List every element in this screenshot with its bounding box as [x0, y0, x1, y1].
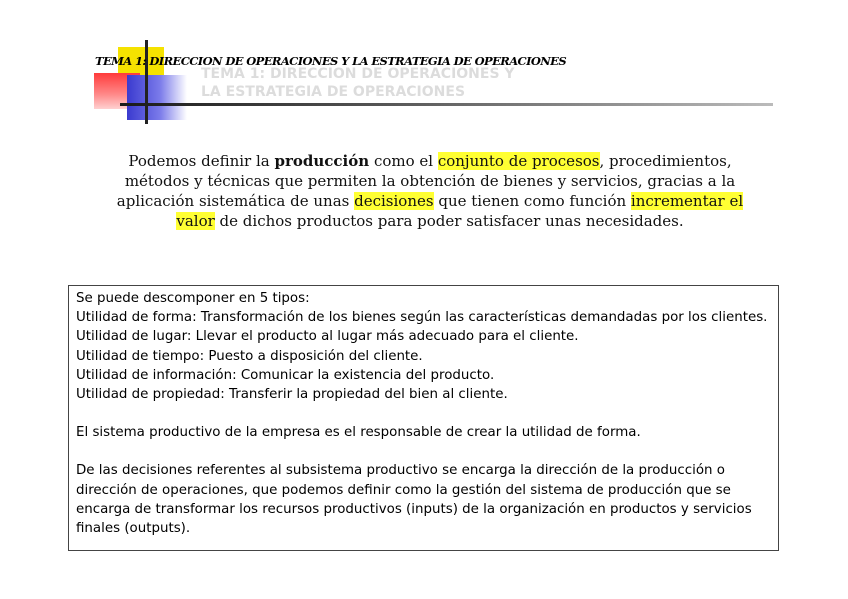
logo-vertical-line — [145, 40, 148, 124]
paragraph-sistema-productivo: El sistema productivo de la empresa es el responsable de crear la utilidad de forma. — [76, 425, 641, 441]
highlight-incrementar: incrementar el valor — [176, 192, 744, 230]
type-item-propiedad: Utilidad de propiedad: Transferir la propiedad del bien al cliente. — [76, 387, 508, 403]
intro-bold-term: producción — [274, 152, 370, 170]
spacer — [76, 404, 772, 423]
box-intro-line: Se puede descomponer en 5 tipos: — [76, 291, 310, 306]
paragraph-decisiones: De las decisiones referentes al subsistema productivo se encarga la dirección de la producción o dirección de operaciones, que podemos definir como la gestión del sistema de producción que se encarga de transformar los recursos productivos (inputs) de la organización en productos y servicios finales (outputs). — [76, 463, 752, 537]
intro-text-3: , procedimientos, métodos y técnicas que permiten la obtención de bienes y servicios, gracias a la aplicación sistemática de unas — [116, 152, 736, 210]
intro-paragraph — [110, 151, 750, 231]
spacer — [76, 442, 772, 461]
intro-text-1: Podemos definir la — [128, 152, 275, 170]
highlight-conjunto: conjunto de procesos — [437, 152, 600, 170]
content-box-text — [69, 286, 778, 538]
intro-text-4: que tienen como función — [433, 192, 631, 210]
type-item-lugar: Utilidad de lugar: Llevar el producto al lugar más adecuado para el cliente. — [76, 329, 579, 345]
header-underline — [120, 103, 773, 106]
ghost-title-line-1: TEMA 1: DIRECCION DE OPERACIONES Y — [201, 66, 515, 82]
type-item-forma: Utilidad de forma: Transformación de los bienes según las características demandadas por los clientes. — [76, 310, 768, 326]
highlight-decisiones: decisiones — [354, 192, 434, 210]
content-box — [68, 285, 779, 551]
ghost-title-line-2: LA ESTRATEGIA DE OPERACIONES — [201, 84, 466, 100]
type-item-tiempo: Utilidad de tiempo: Puesto a disposición del cliente. — [76, 348, 423, 364]
type-item-informacion: Utilidad de información: Comunicar la existencia del producto. — [76, 367, 495, 383]
intro-text-2: como el — [369, 152, 438, 170]
intro-text-5: de dichos productos para poder satisfacer unas necesidades. — [214, 212, 684, 230]
logo-blue-square — [127, 75, 187, 120]
header-title: TEMA 1: DIRECCION DE OPERACIONES Y LA ESTRATEGIA DE OPERACIONES — [95, 54, 567, 68]
